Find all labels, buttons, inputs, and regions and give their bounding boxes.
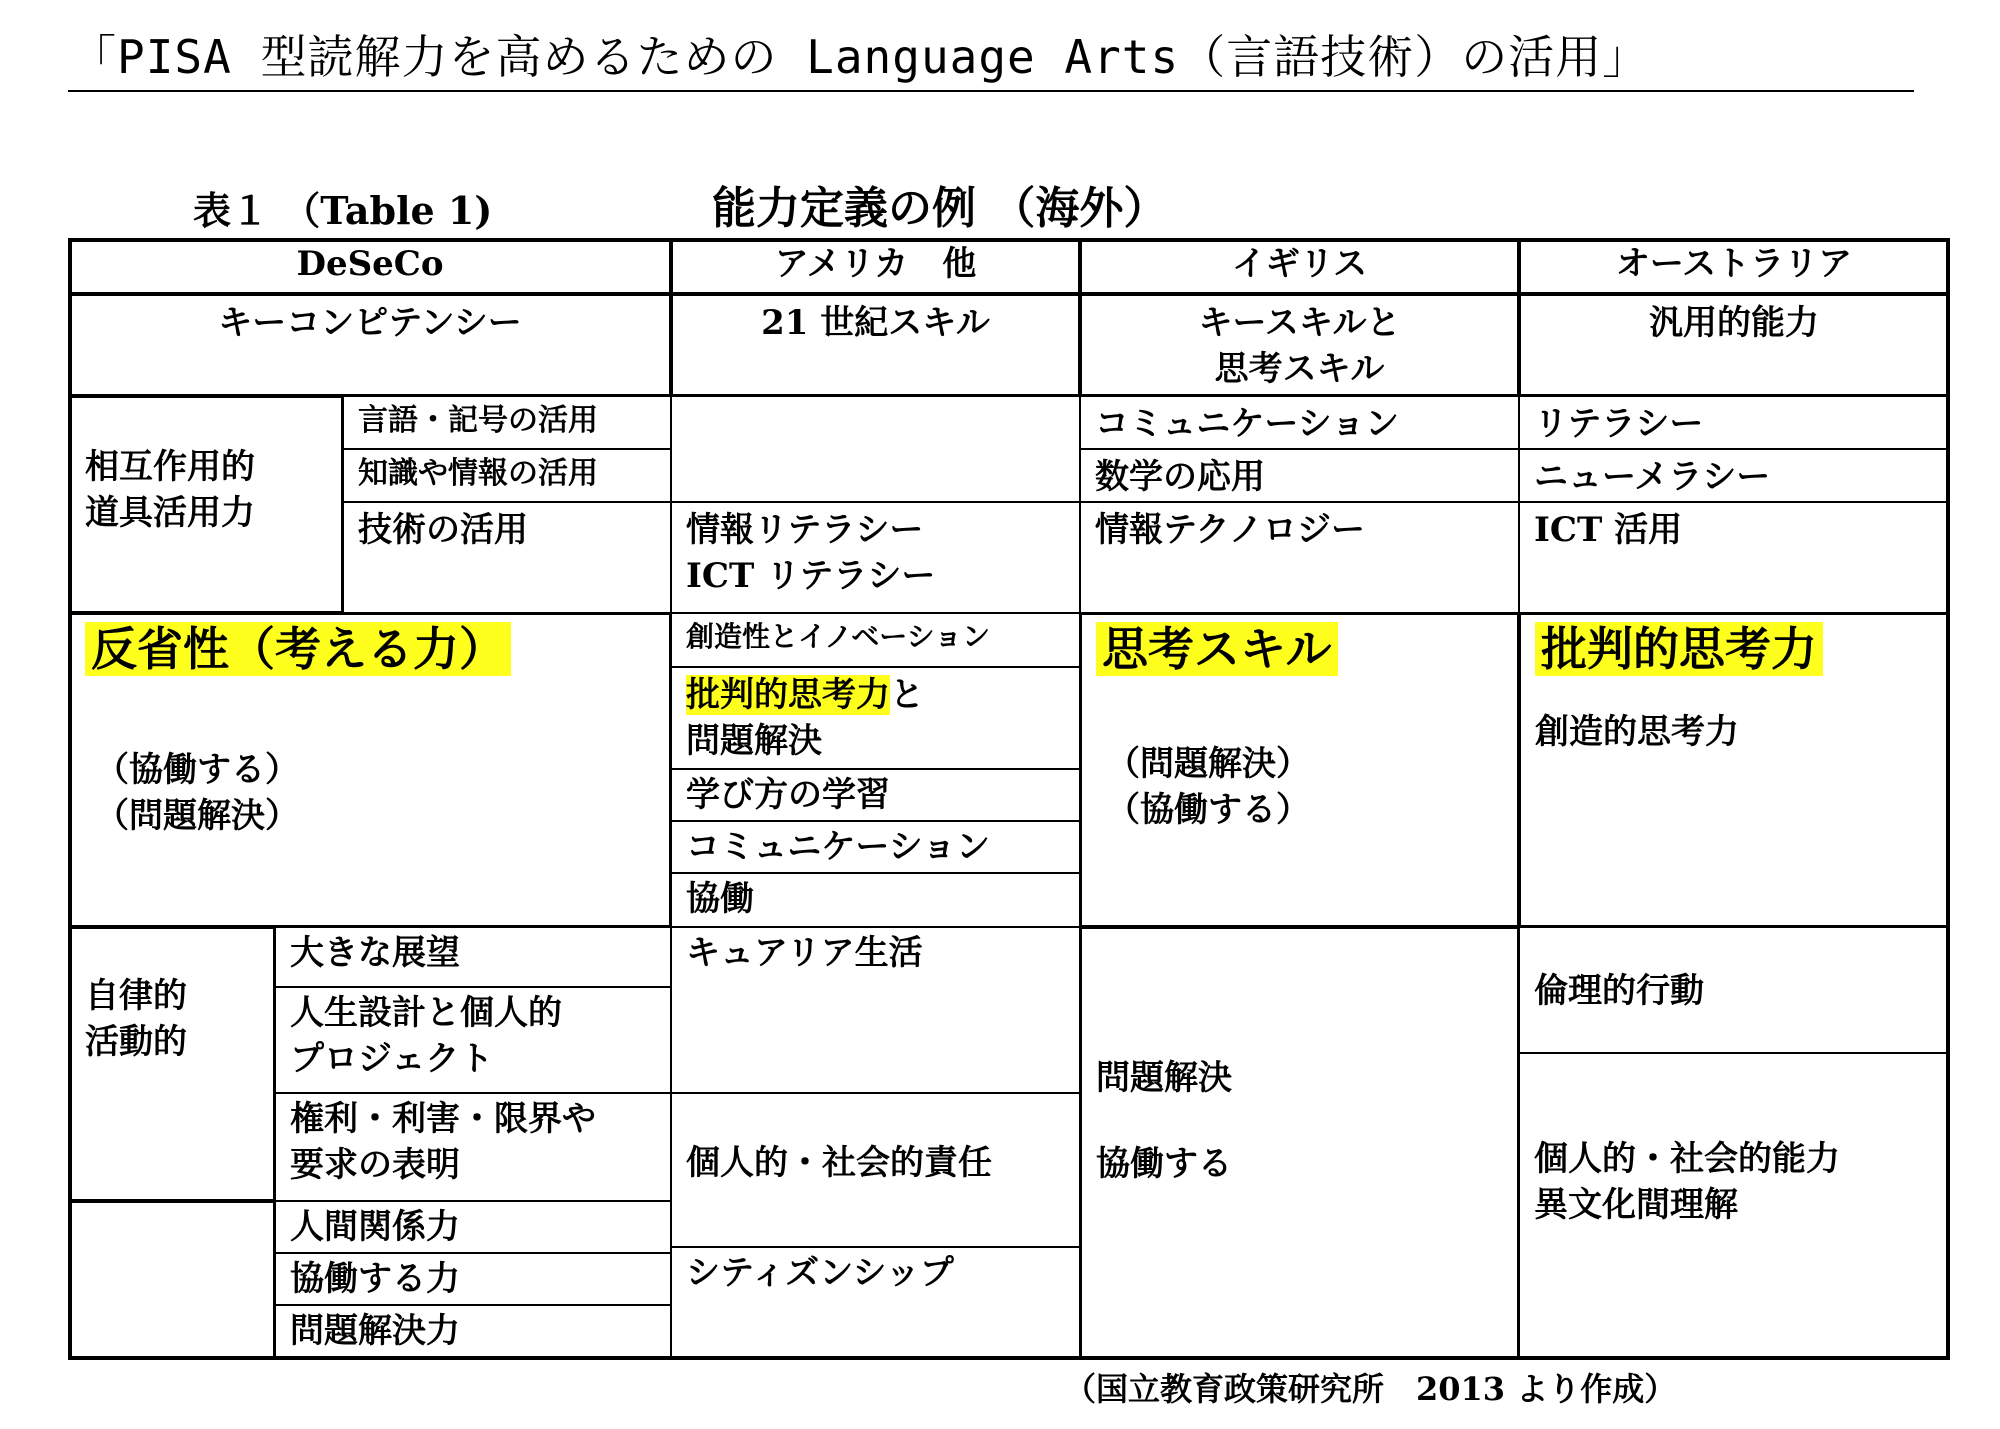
- concept-uk: キースキルと 思考スキル: [1079, 293, 1520, 397]
- tools-uk-communication: コミュニケーション: [1079, 395, 1520, 450]
- hetero-sub-relationships: 人間関係力: [274, 1200, 672, 1254]
- table-heading: 能力定義の例 （海外）: [712, 183, 1168, 234]
- tools-group-label: 相互作用的 道具活用力: [68, 395, 344, 614]
- auto-uk: 問題解決 協働する: [1079, 926, 1520, 1360]
- concept-usa: 21 世紀スキル: [670, 293, 1081, 397]
- tools-aus-ict: ICT 活用: [1518, 501, 1950, 614]
- hetero-group-label: [68, 1200, 276, 1360]
- title-underline: [68, 90, 1914, 92]
- reflect-usa-learning: 学び方の学習: [670, 768, 1081, 822]
- tools-sub-technology: 技術の活用: [342, 501, 672, 614]
- tools-aus-numeracy: ニューメラシー: [1518, 448, 1950, 503]
- header-australia: オーストラリア: [1518, 238, 1950, 295]
- source-note: （国立教育政策研究所 2013 より作成）: [1064, 1370, 1677, 1408]
- header-deseco: DeSeCo: [68, 238, 672, 295]
- header-uk: イギリス: [1079, 238, 1520, 295]
- auto-aus-ethics: 倫理的行動: [1518, 926, 1950, 1054]
- hetero-sub-collaboration: 協働する力: [274, 1252, 672, 1306]
- tools-sub-knowledge: 知識や情報の活用: [342, 448, 672, 503]
- concept-australia: 汎用的能力: [1518, 293, 1950, 397]
- auto-usa-responsibility: 個人的・社会的責任: [670, 1092, 1081, 1248]
- reflect-aus-heading: 批判的思考力: [1535, 622, 1823, 676]
- tools-aus-literacy: リテラシー: [1518, 395, 1950, 450]
- reflect-australia: 批判的思考力 創造的思考力: [1518, 612, 1950, 928]
- auto-sub-rights: 権利・利害・限界や 要求の表明: [274, 1092, 672, 1202]
- reflect-usa-critical: 批判的思考力と 問題解決: [670, 666, 1081, 770]
- concept-deseco: キーコンピテンシー: [68, 293, 672, 397]
- reflect-uk: 思考スキル （問題解決） （協働する）: [1079, 612, 1520, 928]
- header-usa: アメリカ 他: [670, 238, 1081, 295]
- tools-uk-it: 情報テクノロジー: [1079, 501, 1520, 614]
- auto-sub-vision: 大きな展望: [274, 926, 672, 988]
- reflect-deseco: 反省性（考える力） （協働する） （問題解決）: [68, 612, 672, 928]
- tools-usa-empty: [670, 395, 1081, 503]
- auto-sub-life-plan: 人生設計と個人的 プロジェクト: [274, 986, 672, 1094]
- reflect-deseco-heading: 反省性（考える力）: [85, 622, 511, 676]
- reflect-usa-collaboration: 協働: [670, 872, 1081, 928]
- reflect-uk-heading: 思考スキル: [1096, 622, 1338, 676]
- reflect-usa-communication: コミュニケーション: [670, 820, 1081, 874]
- page-title: 「PISA 型読解力を高めるための Language Arts（言語技術）の活用」: [70, 30, 1650, 84]
- reflect-usa-critical-highlight: 批判的思考力: [686, 675, 890, 715]
- auto-group-label: 自律的 活動的: [68, 926, 276, 1202]
- table-label: 表１ （Table 1): [193, 188, 493, 233]
- tools-sub-language: 言語・記号の活用: [342, 395, 672, 450]
- tools-uk-math: 数学の応用: [1079, 448, 1520, 503]
- hetero-sub-problem-solving: 問題解決力: [274, 1304, 672, 1360]
- auto-aus-personal: 個人的・社会的能力 異文化間理解: [1518, 1052, 1950, 1360]
- reflect-usa-creativity: 創造性とイノベーション: [670, 612, 1081, 668]
- auto-usa-career: キュアリア生活: [670, 926, 1081, 1094]
- tools-usa-technology: 情報リテラシー ICT リテラシー: [670, 501, 1081, 614]
- hetero-usa-citizenship: シティズンシップ: [670, 1246, 1081, 1360]
